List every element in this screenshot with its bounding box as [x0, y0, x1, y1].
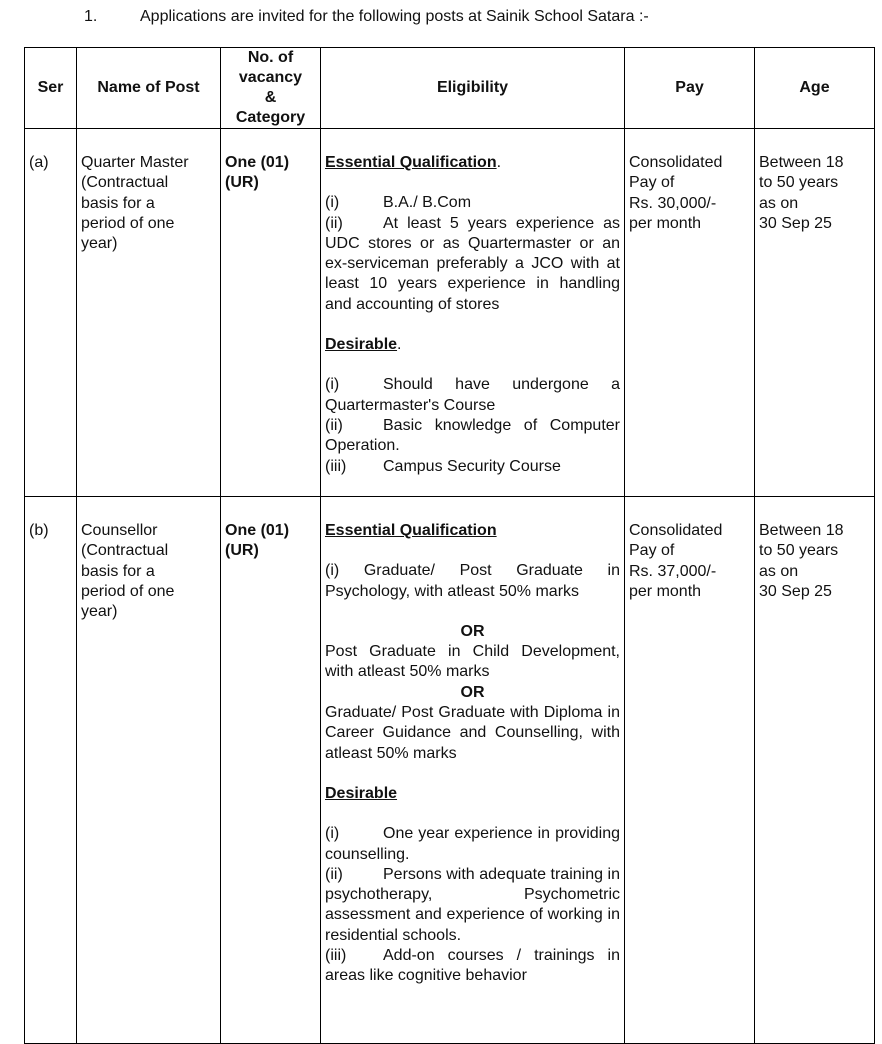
item-number: (ii): [325, 214, 343, 232]
age-line: Between 18: [759, 522, 844, 539]
item-text: Basic knowledge of Computer Operation.: [325, 416, 620, 455]
pay-line: Pay of: [629, 174, 675, 192]
item-text: Add-on courses / trainings in areas like cognitive behavior: [325, 947, 620, 985]
vacancy-line: (UR): [225, 542, 259, 560]
post-line: (Contractual: [81, 542, 169, 560]
desirable-title: Desirable: [325, 784, 398, 802]
list-item: [325, 946, 620, 987]
header-vacancy-line: vacancy: [238, 69, 303, 86]
pay-line: Consolidated: [629, 154, 723, 171]
item-number: (iii): [325, 457, 347, 475]
list-item: [325, 193, 620, 213]
post-line: basis for a: [81, 194, 155, 212]
item-text: Should have undergone a Quartermaster's Course: [325, 376, 620, 414]
age-line: 30 Sep 25: [759, 214, 832, 232]
header-vacancy-line: Category: [235, 109, 306, 126]
list-item: [325, 865, 620, 946]
row-eligibility: [321, 497, 625, 1044]
desirable-title: Desirable: [325, 336, 398, 354]
vacancy-table: [24, 47, 875, 1044]
or-separator: OR: [460, 683, 485, 701]
item-number: (i): [325, 194, 340, 212]
post-line: Counsellor: [81, 522, 158, 539]
list-item: [325, 457, 620, 477]
item-number: (ii): [325, 416, 343, 434]
table-row: [25, 497, 875, 1044]
row-eligibility: Essential Qualification. (i) B.A./ B.Com (ii) At least 5 years experience as UDC stores or as Quartermaster or an ex-serviceman preferably a JCO with at least 10 years experience in handling and accounting of stores Desirable. (i) Should have undergone a Quartermaster's Course (ii) Basic knowledge of Computer Operation. (iii) Campus Security Course: [321, 129, 625, 497]
row-pay: [625, 497, 755, 1044]
intro-line: [84, 8, 649, 26]
item-number: (ii): [325, 865, 343, 883]
intro-number: 1.: [84, 8, 98, 25]
row-age: [755, 497, 875, 1044]
header-vacancy: [221, 48, 321, 129]
vacancy-line: (UR): [225, 174, 259, 192]
item-text: B.A./ B.Com: [383, 194, 472, 212]
item-text: Campus Security Course: [383, 457, 561, 475]
item-text: One year experience in providing counselling.: [325, 825, 620, 863]
item-number: (iii): [325, 947, 347, 965]
age-line: 30 Sep 25: [759, 582, 832, 600]
pay-line: Consolidated: [629, 522, 723, 539]
item-number: (i): [325, 825, 340, 843]
post-line: period of one: [81, 582, 175, 600]
header-pay: Pay: [625, 48, 755, 129]
pay-line: Rs. 30,000/-: [629, 194, 717, 212]
post-line: basis for a: [81, 562, 155, 580]
list-item: [325, 375, 620, 416]
row-vacancy: [221, 129, 321, 497]
age-line: as on: [759, 194, 799, 212]
pay-line: per month: [629, 582, 702, 600]
vacancy-line: One (01): [225, 522, 290, 539]
age-line: to 50 years: [759, 542, 839, 560]
pay-line: Pay of: [629, 542, 675, 560]
list-item: [325, 214, 620, 315]
header-post: Name of Post: [77, 48, 221, 129]
row-vacancy: [221, 497, 321, 1044]
essential-text: Graduate/ Post Graduate with Diploma in Career Guidance and Counselling, with atleast 50% marks: [325, 704, 620, 762]
row-ser: (a): [25, 129, 77, 497]
age-line: to 50 years: [759, 174, 839, 192]
row-post: [77, 129, 221, 497]
essential-qualification-title: Essential Qualification: [325, 522, 497, 539]
item-number: (i): [325, 376, 340, 394]
post-line: year): [81, 603, 118, 621]
vacancy-line: One (01): [225, 154, 290, 171]
row-post: [77, 497, 221, 1044]
list-item: [325, 416, 620, 457]
table-row: [25, 129, 875, 497]
row-ser: (b): [25, 497, 77, 1044]
row-age: [755, 129, 875, 497]
post-line: Quarter Master: [81, 154, 189, 171]
age-line: as on: [759, 562, 799, 580]
pay-line: Rs. 37,000/-: [629, 562, 717, 580]
header-eligibility: Eligibility: [321, 48, 625, 129]
post-line: period of one: [81, 214, 175, 232]
age-line: Between 18: [759, 154, 844, 171]
item-text: At least 5 years experience as UDC stores or as Quartermaster or an ex-serviceman preferably a JCO with at least 10 years experience in handling and accounting of stores: [325, 214, 620, 313]
list-item: [325, 824, 620, 865]
row-pay: [625, 129, 755, 497]
header-age: Age: [755, 48, 875, 129]
pay-line: per month: [629, 214, 702, 232]
essential-text: Post Graduate in Child Development, with atleast 50% marks: [325, 643, 620, 681]
item-text: Persons with adequate training in psychotherapy, Psychometric assessment and experience of working in residential schools.: [325, 865, 620, 944]
header-vacancy-line: No. of: [247, 49, 294, 66]
header-vacancy-line: &: [264, 89, 277, 106]
essential-qualification-title: Essential Qualification: [325, 154, 497, 171]
header-ser: Ser: [25, 48, 77, 129]
post-line: (Contractual: [81, 174, 169, 192]
table-header-row: [25, 48, 875, 129]
or-separator: OR: [460, 622, 485, 640]
post-line: year): [81, 235, 118, 253]
intro-text: Applications are invited for the following posts at Sainik School Satara :-: [140, 8, 649, 25]
essential-text: (i) Graduate/ Post Graduate in Psychology, with atleast 50% marks: [325, 562, 620, 600]
